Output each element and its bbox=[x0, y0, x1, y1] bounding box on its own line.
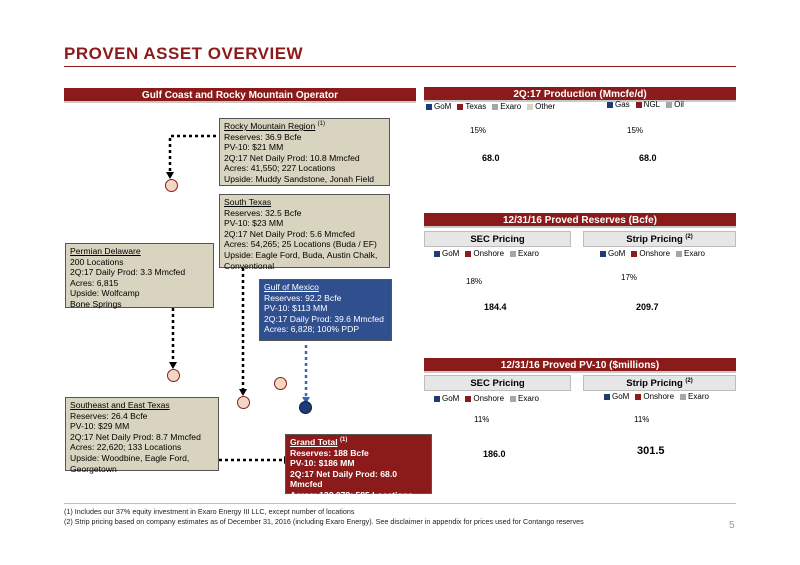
gulf-line: Acres: 6,828; 100% PDP bbox=[264, 324, 360, 335]
permian-line: 200 Locations bbox=[70, 256, 124, 267]
pv10-legend-sec bbox=[434, 394, 539, 403]
pv10-sec-pct: 11% bbox=[474, 415, 490, 424]
legend-label: Exaro bbox=[688, 392, 709, 401]
legend-swatch-gom bbox=[434, 251, 440, 257]
total-line: PV-10: $186 MM bbox=[290, 458, 355, 469]
legend-swatch-gas bbox=[607, 102, 613, 108]
legend-label: Other bbox=[535, 102, 556, 111]
legend-swatch-gom bbox=[434, 396, 440, 402]
legend-label: Onshore bbox=[473, 394, 505, 403]
legend-swatch-texas bbox=[457, 104, 463, 110]
reserves-strip-total: 209.7 bbox=[636, 302, 659, 312]
pv10-strip-pct: 11% bbox=[634, 415, 650, 424]
gulf-heading: Gulf of Mexico bbox=[264, 282, 319, 292]
legend-label: GoM bbox=[612, 392, 630, 401]
legend-label: Gas bbox=[615, 100, 630, 109]
location-marker-permian bbox=[167, 369, 180, 382]
total-line: Reserves: 188 Bcfe bbox=[290, 447, 369, 458]
pv10-banner: 12/31/16 Proved PV-10 ($millions) bbox=[424, 358, 736, 373]
legend-label: Onshore bbox=[639, 249, 671, 258]
south-texas-line: Reserves: 32.5 Bcfe bbox=[224, 207, 302, 218]
rocky-note: (1) bbox=[317, 121, 325, 128]
total-line: 2Q:17 Net Daily Prod: 68.0 Mmcfed bbox=[290, 468, 397, 490]
southeast-line: 2Q:17 Net Daily Prod: 8.7 Mmcfed bbox=[70, 431, 201, 442]
legend-swatch-onshore bbox=[465, 251, 471, 257]
permian-line: 2Q:17 Daily Prod: 3.3 Mmcfed bbox=[70, 267, 186, 278]
pv10-strip-total: 301.5 bbox=[637, 445, 665, 457]
reserves-sec-header bbox=[424, 231, 571, 247]
production-left-pct: 15% bbox=[470, 126, 487, 135]
production-right-pct: 15% bbox=[627, 126, 644, 135]
legend-swatch-exaro bbox=[510, 251, 516, 257]
arrow-permian bbox=[169, 362, 177, 369]
rocky-line: PV-10: $21 MM bbox=[224, 142, 284, 153]
permian-line: Bone Springs bbox=[70, 298, 122, 309]
legend-label: NGL bbox=[643, 100, 661, 109]
footnote-1: (1) Includes our 37% equity investment in Exaro Energy III LLC, except number of locations bbox=[64, 507, 355, 516]
legend-label: Exaro bbox=[500, 102, 522, 111]
pv10-strip-header bbox=[583, 375, 736, 391]
southeast-line: Upside: Woodbine, Eagle Ford, bbox=[70, 452, 190, 463]
legend-label: Texas bbox=[465, 102, 487, 111]
legend-swatch-oil bbox=[666, 102, 672, 108]
south-texas-line: Upside: Eagle Ford, Buda, Austin Chalk, bbox=[224, 249, 378, 260]
legend-swatch-gom bbox=[426, 104, 432, 110]
permian-delaware-box bbox=[65, 243, 214, 308]
permian-heading: Permian Delaware bbox=[70, 246, 141, 256]
footer-rule bbox=[64, 503, 736, 504]
legend-label: Exaro bbox=[518, 394, 539, 403]
south-texas-line: Acres: 54,265; 25 Locations (Buda / EF) bbox=[224, 239, 377, 250]
permian-line: Upside: Wolfcamp bbox=[70, 288, 140, 299]
legend-swatch-exaro bbox=[492, 104, 498, 110]
legend-label: Oil bbox=[674, 100, 684, 109]
reserves-strip-pct: 17% bbox=[621, 273, 638, 282]
south-texas-box bbox=[219, 194, 390, 271]
southeast-line: Georgetown bbox=[70, 463, 117, 474]
reserves-legend-strip bbox=[600, 249, 705, 258]
location-marker-rocky bbox=[165, 179, 178, 192]
total-line: Acres: 132,078; 585 Locations bbox=[290, 489, 413, 500]
reserves-sec-label: SEC Pricing bbox=[470, 234, 525, 245]
legend-swatch-gom bbox=[600, 251, 606, 257]
pv10-sec-label: SEC Pricing bbox=[470, 378, 525, 389]
legend-label: GoM bbox=[442, 394, 460, 403]
legend-label: Onshore bbox=[643, 392, 675, 401]
pv10-strip-note: (2) bbox=[685, 377, 693, 384]
location-marker-southeast bbox=[274, 377, 287, 390]
rocky-mountain-box bbox=[219, 118, 390, 186]
permian-line: Acres: 6,815 bbox=[70, 277, 119, 288]
south-texas-heading: South Texas bbox=[224, 197, 272, 207]
south-texas-line: 2Q:17 Net Daily Prod: 5.6 Mmcfed bbox=[224, 228, 355, 239]
legend-swatch-onshore bbox=[631, 251, 637, 257]
reserves-banner: 12/31/16 Proved Reserves (Bcfe) bbox=[424, 213, 736, 228]
reserves-strip-note: (2) bbox=[685, 233, 693, 240]
location-marker-south-texas bbox=[237, 396, 250, 409]
connector-rocky bbox=[170, 136, 216, 172]
location-marker-gulf bbox=[299, 401, 312, 414]
legend-label: Exaro bbox=[518, 249, 539, 258]
legend-label: GoM bbox=[442, 249, 460, 258]
south-texas-line: Conventional bbox=[224, 260, 275, 271]
southeast-line: Acres: 22,620; 133 Locations bbox=[70, 442, 182, 453]
reserves-strip-header bbox=[583, 231, 736, 247]
legend-swatch-other bbox=[527, 104, 533, 110]
total-heading: Grand Total bbox=[290, 437, 338, 447]
production-legend-left bbox=[426, 102, 555, 111]
legend-swatch-exaro bbox=[676, 251, 682, 257]
rocky-line: Reserves: 36.9 Bcfe bbox=[224, 131, 302, 142]
gulf-line: Reserves: 92.2 Bcfe bbox=[264, 292, 342, 303]
legend-swatch-gom bbox=[604, 394, 610, 400]
southeast-heading: Southeast and East Texas bbox=[70, 400, 170, 410]
rocky-line: 2Q:17 Net Daily Prod: 10.8 Mmcfed bbox=[224, 152, 360, 163]
legend-swatch-onshore bbox=[465, 396, 471, 402]
gulf-of-mexico-box bbox=[259, 279, 392, 341]
gulf-line: PV-10: $113 MM bbox=[264, 303, 328, 314]
gulf-line: 2Q:17 Daily Prod: 39.6 Mmcfed bbox=[264, 313, 384, 324]
reserves-sec-pct: 18% bbox=[466, 277, 483, 286]
southeast-line: Reserves: 26.4 Bcfe bbox=[70, 410, 148, 421]
pv10-strip-label: Strip Pricing bbox=[626, 378, 683, 389]
rocky-line: Upside: Muddy Sandstone, Jonah Field bbox=[224, 173, 375, 184]
production-right-total: 68.0 bbox=[639, 153, 657, 163]
reserves-strip-label: Strip Pricing bbox=[626, 234, 683, 245]
legend-swatch-onshore bbox=[635, 394, 641, 400]
production-banner: 2Q:17 Production (Mmcfe/d) bbox=[424, 87, 736, 102]
arrow-rocky bbox=[166, 172, 174, 179]
production-left-total: 68.0 bbox=[482, 153, 500, 163]
legend-swatch-ngl bbox=[636, 102, 642, 108]
rocky-line: Acres: 41,550; 227 Locations bbox=[224, 163, 336, 174]
legend-swatch-exaro bbox=[510, 396, 516, 402]
pv10-sec-total: 186.0 bbox=[483, 449, 506, 459]
south-texas-line: PV-10: $23 MM bbox=[224, 218, 284, 229]
left-banner: Gulf Coast and Rocky Mountain Operator bbox=[64, 88, 416, 103]
legend-label: Onshore bbox=[473, 249, 505, 258]
page-number: 5 bbox=[729, 520, 735, 531]
legend-swatch-exaro bbox=[680, 394, 686, 400]
pv10-legend-strip bbox=[604, 392, 709, 401]
grand-total-box bbox=[285, 434, 432, 500]
reserves-legend-sec bbox=[434, 249, 539, 258]
legend-label: Exaro bbox=[684, 249, 705, 258]
legend-label: GoM bbox=[608, 249, 626, 258]
reserves-sec-total: 184.4 bbox=[484, 302, 507, 312]
production-legend-right bbox=[607, 100, 684, 109]
footnote-2: (2) Strip pricing based on company estimates as of December 31, 2016 (including Exaro Energy). See disclaimer in appendix for prices used for Contango reserves bbox=[64, 517, 584, 526]
total-note: (1) bbox=[339, 437, 348, 444]
rocky-heading: Rocky Mountain Region bbox=[224, 121, 316, 131]
southeast-line: PV-10: $29 MM bbox=[70, 421, 130, 432]
legend-label: GoM bbox=[434, 102, 452, 111]
pv10-sec-header bbox=[424, 375, 571, 391]
southeast-east-texas-box bbox=[65, 397, 219, 474]
arrow-south-texas bbox=[239, 389, 247, 396]
page-title: PROVEN ASSET OVERVIEW bbox=[64, 44, 304, 63]
